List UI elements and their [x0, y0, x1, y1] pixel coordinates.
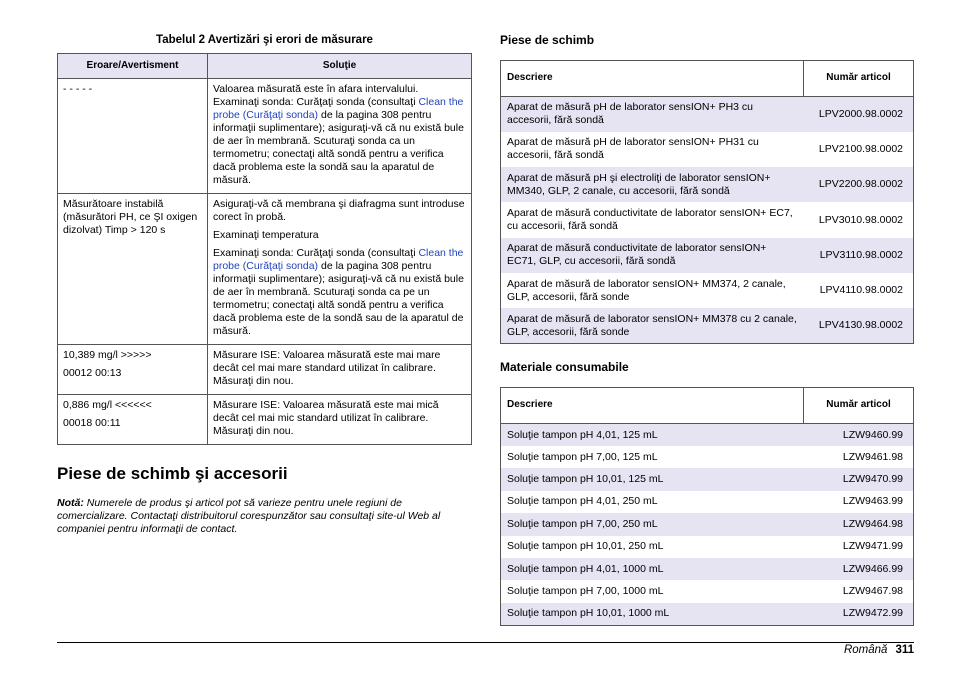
- item-number-cell: LPV3110.98.0002: [804, 238, 914, 273]
- solution-cell: [208, 345, 472, 395]
- table-row: [501, 424, 914, 446]
- description-cell: Soluţie tampon pH 7,00, 1000 mL: [507, 585, 664, 597]
- page-footer: [844, 643, 914, 657]
- description-cell: Aparat de măsură pH şi electroliţi de laborator sensION+ MM340, GLP, 2 canale, cu accesorii, fără sondă: [501, 167, 804, 202]
- table-row: [58, 345, 472, 395]
- footer-divider: [57, 642, 914, 643]
- item-number-cell: LZW9470.99: [804, 468, 914, 490]
- table-row: [58, 79, 472, 194]
- spare-parts-header-row: [501, 61, 914, 97]
- table-row: [501, 308, 914, 343]
- note: [57, 497, 472, 536]
- solution-text: Valoarea măsurată este în afara intervalului. Examinaţi sonda: Curăţaţi sonda (consultaţi: [213, 83, 419, 109]
- table-row: [501, 238, 914, 273]
- table-row: [501, 132, 914, 167]
- error-cell: [58, 79, 208, 194]
- description-cell: Aparat de măsură de laborator sensION+ MM374, 2 canale, GLP, accesorii, fără sonde: [507, 277, 786, 303]
- footer-language: Română: [843, 644, 888, 656]
- solution-cell: [208, 395, 472, 445]
- item-number-cell: LZW9472.99: [804, 603, 914, 625]
- solution-paragraph: [213, 247, 466, 338]
- consumables-body: [501, 424, 914, 626]
- error-table-header-row: [58, 54, 472, 79]
- table-row: [58, 395, 472, 445]
- solution-text: Asiguraţi-vă că membrana şi diafragma sunt introduse corect în probă.: [213, 198, 465, 224]
- item-number-cell: LPV3010.98.0002: [818, 213, 903, 226]
- note-text: Numerele de produs şi articol pot să varieze pentru unele regiuni de comercializare. Contactaţi distribuitorul corespunzător sau consultaţi site-ul Web al companiei pentru informaţii de contact.: [57, 496, 441, 535]
- table-row: [501, 273, 914, 308]
- item-number-cell: LPV2000.98.0002: [804, 97, 914, 132]
- description-cell: Soluţie tampon pH 7,00, 250 mL: [501, 513, 804, 535]
- error-text: 00012 00:13: [63, 367, 122, 380]
- table-row: [501, 97, 914, 132]
- item-number-cell: LZW9461.98: [842, 450, 903, 463]
- solution-text: Examinaţi temperatura: [213, 229, 319, 242]
- item-number-cell: LZW9467.98: [842, 585, 903, 597]
- description-cell: Aparat de măsură conductivitate de laborator sensION+ EC7, cu accesorii, fără sondă: [507, 207, 793, 233]
- error-text: 10,389 mg/l >>>>>: [63, 349, 152, 362]
- item-number-column-header: Număr articol: [804, 388, 914, 424]
- error-text: 00018 00:11: [63, 417, 121, 430]
- description-column-header: Descriere: [501, 61, 804, 97]
- description-column-header: Descriere: [501, 388, 804, 424]
- consumables-header-row: [501, 388, 914, 424]
- description-cell: Soluţie tampon pH 10,01, 125 mL: [501, 468, 804, 490]
- table-row: [501, 536, 914, 558]
- error-text: - - - - -: [63, 83, 93, 96]
- error-table-caption: Tabelul 2 Avertizări şi erori de măsurare: [156, 34, 373, 46]
- description-cell: Soluţie tampon pH 4,01, 1000 mL: [501, 558, 804, 580]
- description-cell: Aparat de măsură pH de laborator sensION+ PH3 cu accesorii, fără sondă: [501, 97, 804, 132]
- error-cell: [58, 194, 208, 345]
- table-row: [58, 194, 472, 345]
- clean-probe-link[interactable]: Clean the probe (Curăţaţi sonda): [213, 247, 464, 273]
- solution-paragraph: [213, 349, 466, 388]
- item-number-cell: LZW9464.98: [804, 513, 914, 535]
- description-cell: Aparat de măsură conductivitate de laborator sensION+ EC71, GLP, cu accesorii, fără sondă: [501, 238, 804, 273]
- description-cell: Soluţie tampon pH 4,01, 250 mL: [507, 495, 658, 508]
- description-cell: Soluţie tampon pH 10,01, 250 mL: [507, 540, 664, 553]
- solution-paragraph: [213, 399, 466, 438]
- item-number-cell: LPV2200.98.0002: [804, 167, 914, 202]
- solution-text: Examinaţi sonda: Curăţaţi sonda (consultaţi: [213, 247, 419, 260]
- solution-paragraph: [213, 229, 466, 242]
- solution-text: Măsurare ISE: Valoarea măsurată este mai mare decât cel mai mare standard utilizat în calibrare. Măsuraţi din nou.: [213, 349, 441, 388]
- solution-text: de la pagina 308 pentru informaţii suplimentare); asiguraţi-vă că nu există bule de aer în membrană. Scuturaţi sonda ca pe un termometru; conectaţi altă sondă pentru a verifica dacă problema este de la sondă sau de la aparatul de măsură.: [213, 260, 464, 338]
- item-number-cell: LZW9460.99: [804, 424, 914, 446]
- section-title: Piese de schimb şi accesorii: [57, 464, 288, 484]
- clean-probe-link[interactable]: Clean the probe (Curăţaţi sonda): [213, 96, 464, 122]
- table-row: [501, 446, 914, 468]
- item-number-column-header: Număr articol: [804, 61, 914, 97]
- description-cell: Soluţie tampon pH 10,01, 1000 mL: [501, 603, 804, 625]
- error-table: [57, 53, 472, 445]
- right-column: [500, 33, 914, 626]
- consumables-title: Materiale consumabile: [500, 360, 629, 375]
- error-text: Măsurătoare instabilă (măsurători PH, ce ŞI oxigen dizolvat) Timp > 120 s: [63, 198, 198, 237]
- table-row: [501, 580, 914, 602]
- description-cell: Aparat de măsură de laborator sensION+ MM378 cu 2 canale, GLP, accesorii, fără sonde: [501, 308, 804, 343]
- item-number-cell: LPV2100.98.0002: [818, 142, 903, 155]
- item-number-cell: LZW9466.99: [804, 558, 914, 580]
- table-row: [501, 558, 914, 580]
- description-cell: Aparat de măsură pH de laborator sensION+ PH31 cu accesorii, fără sondă: [507, 136, 759, 162]
- solution-cell: [208, 194, 472, 345]
- table-row: [501, 603, 914, 625]
- solution-paragraph: [213, 83, 466, 187]
- description-cell: Soluţie tampon pH 4,01, 125 mL: [501, 424, 804, 446]
- description-cell: Soluţie tampon pH 7,00, 125 mL: [507, 450, 658, 463]
- solution-text: de la pagina 308 pentru informaţii suplimentare); asiguraţi-vă că nu există bule de aer în membrană. Scuturaţi sonda ca un termometru; conectaţi altă sondă pentru a verifica dacă problema este la sondă sau la aparatul de măsură.: [213, 109, 464, 187]
- error-table-body: [58, 79, 472, 445]
- solution-paragraph: [213, 198, 466, 224]
- item-number-cell: LZW9463.99: [842, 495, 903, 508]
- spare-parts-body: [501, 97, 914, 344]
- table-row: [501, 468, 914, 490]
- page-number: 311: [895, 644, 914, 656]
- error-text: 0,886 mg/l <<<<<<: [63, 399, 152, 412]
- spare-parts-title: Piese de schimb: [500, 33, 595, 47]
- item-number-cell: LPV4110.98.0002: [819, 284, 903, 297]
- table-row: [501, 513, 914, 535]
- table-row: [501, 167, 914, 202]
- error-cell: [58, 345, 208, 395]
- item-number-cell: LPV4130.98.0002: [804, 308, 914, 343]
- solution-cell: [208, 79, 472, 194]
- table-row: [501, 202, 914, 237]
- solution-column-header: Soluţie: [208, 54, 472, 79]
- note-label: Notă:: [57, 496, 84, 509]
- left-column: [57, 33, 472, 536]
- consumables-table: [500, 387, 914, 626]
- item-number-cell: LZW9471.99: [842, 540, 903, 553]
- error-cell: [58, 395, 208, 445]
- solution-text: Măsurare ISE: Valoarea măsurată este mai mică decât cel mai mic standard utilizat în calibrare. Măsuraţi din nou.: [213, 399, 439, 438]
- spare-parts-table: [500, 60, 914, 344]
- table-row: [501, 491, 914, 513]
- error-column-header: Eroare/Avertisment: [58, 54, 208, 79]
